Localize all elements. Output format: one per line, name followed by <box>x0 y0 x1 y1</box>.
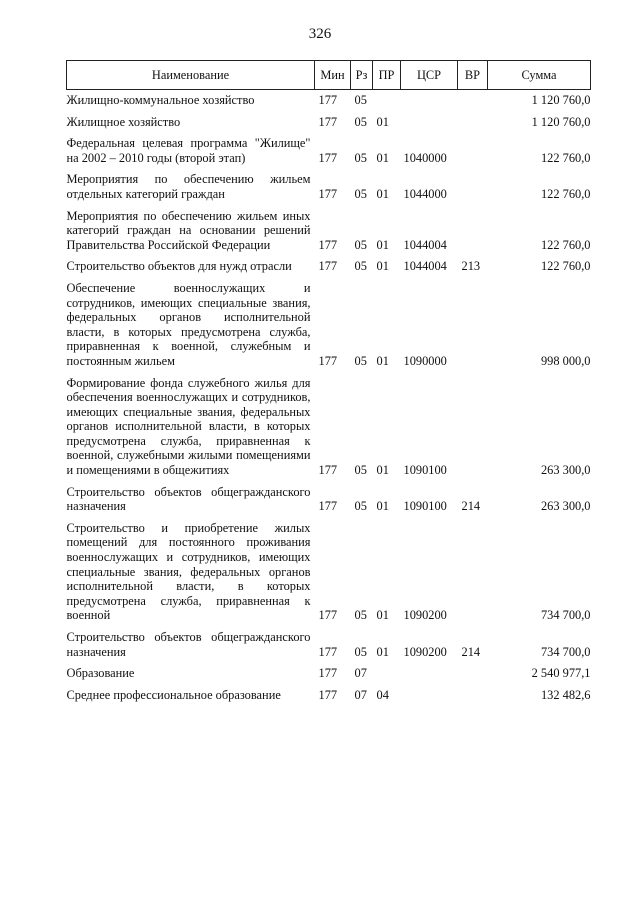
row-csr: 1044000 <box>403 186 447 201</box>
row-sum: 734 700,0 <box>540 608 591 623</box>
row-pr: 01 <box>376 186 389 201</box>
row-sum: 122 760,0 <box>540 186 591 201</box>
row-csr: 1040000 <box>403 150 447 165</box>
row-name: Строительство объектов общегражданского назначения <box>66 484 311 514</box>
row-rz: 05 <box>354 463 367 478</box>
row-min: 177 <box>318 463 338 478</box>
row-rz: 07 <box>354 687 367 702</box>
row-sum: 2 540 977,1 <box>531 666 591 681</box>
row-vr <box>458 375 488 484</box>
row-pr: 01 <box>376 237 389 252</box>
row-min: 177 <box>318 150 338 165</box>
row-sum: 263 300,0 <box>540 463 591 478</box>
row-csr: 1044004 <box>403 259 447 274</box>
row-name: Мероприятия по обеспечению жильем иных категорий граждан на основании решений Правительства Российской Федерации <box>66 208 311 252</box>
row-vr <box>458 171 488 207</box>
row-rz: 05 <box>354 608 367 623</box>
row-rz: 05 <box>354 93 367 107</box>
row-vr <box>458 114 488 136</box>
row-rz: 05 <box>354 114 367 129</box>
table-row <box>67 484 591 520</box>
header-pr: ПР <box>373 61 401 90</box>
table-row <box>67 208 591 259</box>
table-row <box>67 171 591 207</box>
row-sum: 122 760,0 <box>540 150 591 165</box>
header-min: Мин <box>315 61 351 90</box>
row-rz: 05 <box>354 259 367 274</box>
row-pr: 01 <box>376 114 389 129</box>
row-name: Образование <box>66 666 135 681</box>
row-csr <box>401 114 458 136</box>
header-vr: ВР <box>458 61 488 90</box>
row-min: 177 <box>318 114 338 129</box>
row-vr <box>458 90 488 114</box>
row-sum: 998 000,0 <box>540 353 591 368</box>
row-min: 177 <box>318 687 338 702</box>
row-vr <box>458 135 488 171</box>
row-min: 177 <box>318 608 338 623</box>
table-row <box>67 280 591 375</box>
row-pr: 01 <box>376 353 389 368</box>
row-sum: 122 760,0 <box>540 237 591 252</box>
table-row <box>67 687 591 709</box>
row-pr: 04 <box>376 687 389 702</box>
row-name: Строительство объектов для нужд отрасли <box>66 259 292 274</box>
page-number: 326 <box>308 26 332 42</box>
row-csr <box>401 687 458 709</box>
header-rz: Рз <box>351 61 373 90</box>
row-name: Обеспечение военнослужащих и сотрудников, имеющих специальные звания, федеральных органов исполнительной власти, в которых предусмотрена служба, приравненная к военной, служебным и постоянным жильем <box>66 280 311 368</box>
row-rz: 05 <box>354 150 367 165</box>
table-row <box>67 258 591 280</box>
row-sum: 1 120 760,0 <box>531 93 591 107</box>
row-name: Федеральная целевая программа "Жилище" на 2002 – 2010 годы (второй этап) <box>66 136 311 165</box>
row-csr <box>401 665 458 687</box>
table-row <box>67 90 591 114</box>
row-name: Жилищно-коммунальное хозяйство <box>66 93 255 107</box>
row-name: Формирование фонда служебного жилья для обеспечения военнослужащих и сотрудников, имеющих специальные звания, федеральных органов исполнительной власти, в которых предусмотрена служба, приравненная к военной, служебными жилыми помещениями и помещениями в общежитиях <box>66 375 311 478</box>
row-csr <box>401 90 458 114</box>
row-pr: 01 <box>376 608 389 623</box>
table-row <box>67 375 591 484</box>
row-name: Среднее профессиональное образование <box>66 687 281 702</box>
row-sum: 263 300,0 <box>540 499 591 514</box>
row-vr: 214 <box>461 644 481 659</box>
row-min: 177 <box>318 353 338 368</box>
row-vr <box>458 520 488 629</box>
row-min: 177 <box>318 237 338 252</box>
row-min: 177 <box>318 644 338 659</box>
row-csr: 1044004 <box>403 237 447 252</box>
row-pr: 01 <box>376 499 389 514</box>
row-min: 177 <box>318 499 338 514</box>
header-csr: ЦСР <box>401 61 458 90</box>
row-name: Строительство объектов общегражданского назначения <box>66 630 311 659</box>
row-min: 177 <box>318 186 338 201</box>
row-rz: 05 <box>354 644 367 659</box>
table-row <box>67 665 591 687</box>
table-header-row <box>67 61 591 90</box>
row-csr: 1090200 <box>403 608 447 623</box>
row-pr <box>373 665 401 687</box>
row-min: 177 <box>318 666 338 681</box>
row-pr: 01 <box>376 150 389 165</box>
row-vr: 214 <box>461 499 481 514</box>
row-min: 177 <box>318 259 338 274</box>
row-csr: 1090100 <box>403 499 447 514</box>
row-sum: 122 760,0 <box>540 259 591 274</box>
budget-table <box>66 60 591 708</box>
row-rz: 05 <box>354 186 367 201</box>
header-name: Наименование <box>67 61 315 90</box>
row-rz: 07 <box>354 666 367 681</box>
row-pr: 01 <box>376 259 389 274</box>
row-pr: 01 <box>376 644 389 659</box>
row-csr: 1090100 <box>403 463 447 478</box>
row-sum: 132 482,6 <box>540 687 591 702</box>
row-name: Жилищное хозяйство <box>66 114 181 129</box>
row-csr: 1090000 <box>403 353 447 368</box>
row-sum: 734 700,0 <box>540 644 591 659</box>
row-vr <box>458 687 488 709</box>
row-name: Мероприятия по обеспечению жильем отдельных категорий граждан <box>66 172 311 201</box>
row-pr: 01 <box>376 463 389 478</box>
table-row <box>67 114 591 136</box>
row-vr <box>458 665 488 687</box>
row-rz: 05 <box>354 499 367 514</box>
table-row <box>67 629 591 665</box>
row-vr: 213 <box>461 259 481 274</box>
row-name: Строительство и приобретение жилых помещений для постоянного проживания военнослужащих и сотрудников, имеющих специальные звания, федеральных органов исполнительной власти, в которых предусмотрена служба, приравненная к военной <box>66 520 311 623</box>
row-csr: 1090200 <box>403 644 447 659</box>
row-vr <box>458 280 488 375</box>
row-vr <box>458 208 488 259</box>
table-row <box>67 520 591 629</box>
row-pr <box>373 90 401 114</box>
row-min: 177 <box>318 93 338 107</box>
table-row <box>67 135 591 171</box>
row-rz: 05 <box>354 353 367 368</box>
row-sum: 1 120 760,0 <box>531 114 591 129</box>
row-rz: 05 <box>354 237 367 252</box>
header-sum: Сумма <box>488 61 591 90</box>
